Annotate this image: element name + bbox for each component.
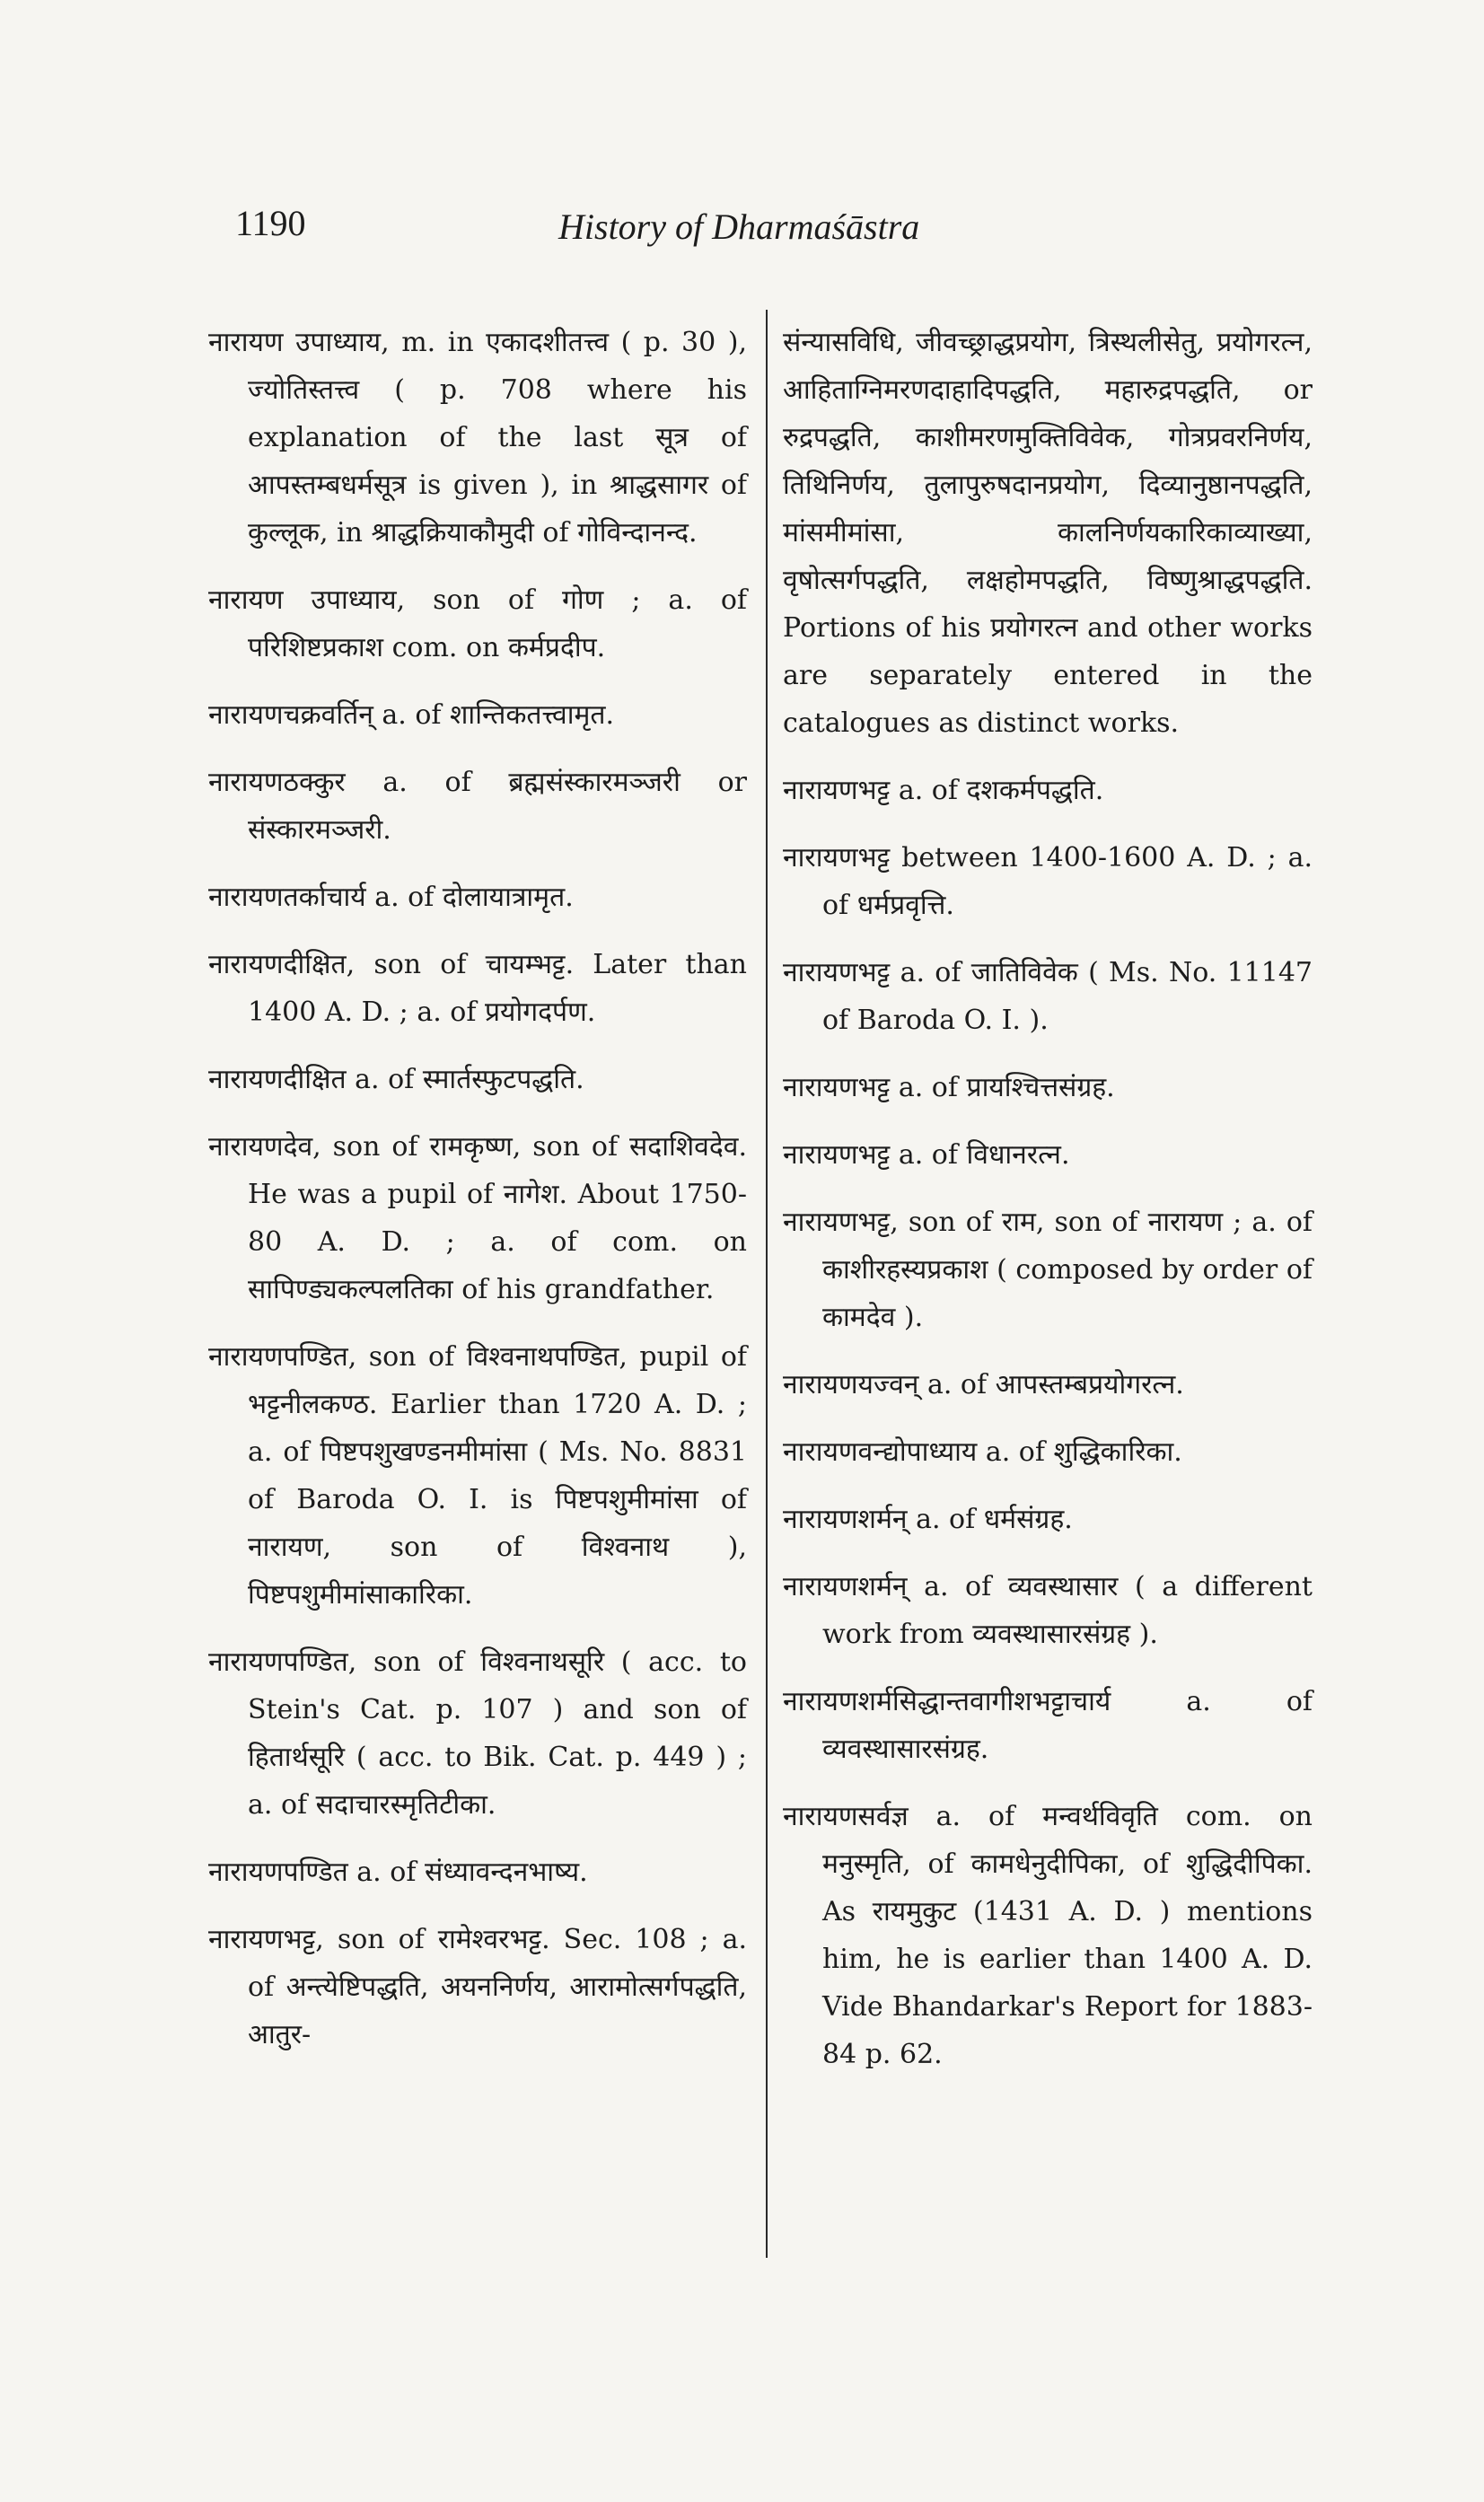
entry: नारायणशर्मन् a. of धर्मसंग्रह.	[783, 1504, 1073, 1535]
running-title: History of Dharmaśāstra	[558, 206, 920, 247]
entry-continuation: संन्यासविधि, जीवच्छ्राद्धप्रयोग, त्रिस्थलीसेतु, प्रयोगरत्न, आहिताग्निमरणदाहादिपद्धति, महारुद्रपद्धति, or रुद्रपद्धति, काशीमरणमुक्तिविवेक, गोत्रप्रवरनिर्णय, तिथिनिर्णय, तुलापुरुषदानप्रयोग, दिव्यानुष्ठानपद्धति, मांसमीमांसा, कालनिर्णयकारिकाव्याख्या, वृषोत्सर्गपद्धति, लक्षहोमपद्धति, विष्णुश्राद्धपद्धति. Portions of his प्रयोगरत्न and other works are separately entered in the catalogues as distinct works.	[783, 327, 1313, 739]
entry: नारायणपण्डित a. of संध्यावन्दनभाष्य.	[208, 1857, 588, 1888]
entry: नारायणभट्ट between 1400-1600 A. D. ; a. of धर्मप्रवृत्ति.	[783, 842, 1313, 921]
entry: नारायणतर्काचार्य a. of दोलायात्रामृत.	[208, 882, 574, 913]
entry: नारायणभट्ट a. of दशकर्मपद्धति.	[783, 775, 1104, 806]
entry: नारायणठक्कुर a. of ब्रह्मसंस्कारमञ्जरी or संस्कारमञ्जरी.	[208, 767, 747, 846]
page-number: 1190	[235, 203, 306, 243]
entry: नारायणचक्रवर्तिन् a. of शान्तिकतत्त्वामृत.	[208, 699, 615, 731]
entry: नारायणशर्मसिद्धान्तवागीशभट्टाचार्य a. of व्यवस्थासारसंग्रह.	[783, 1686, 1313, 1765]
column-divider	[766, 310, 768, 2258]
right-column	[783, 319, 1313, 2098]
entry: नारायणवन्द्योपाध्याय a. of शुद्धिकारिका.	[783, 1436, 1182, 1468]
entry: नारायणदीक्षित a. of स्मार्तस्फुटपद्धति.	[208, 1064, 584, 1095]
entry: नारायणभट्ट, son of रामेश्वरभट्ट. Sec. 108 ; a. of अन्त्येष्टिपद्धति, अयननिर्णय, आरामोत्सर्गपद्धति, आतुर-	[208, 1924, 747, 2050]
entry: नारायणभट्ट a. of विधानरत्न.	[783, 1139, 1070, 1171]
entry: नारायण उपाध्याय, m. in एकादशीतत्त्व ( p. 30 ), ज्योतिस्तत्त्व ( p. 708 where his explanation of the last सूत्र of आपस्तम्बधर्मसूत्र is given ), in श्राद्धसागर of कुल्लूक, in श्राद्धक्रियाकौमुदी of गोविन्दानन्द.	[208, 327, 747, 549]
entry: नारायणदेव, son of रामकृष्ण, son of सदाशिवदेव. He was a pupil of नागेश. About 1750-80 A. D. ; a. of com. on सापिण्ड्यकल्पलतिका of his grandfather.	[208, 1131, 747, 1305]
entry: नारायण उपाध्याय, son of गोण ; a. of परिशिष्टप्रकाश com. on कर्मप्रदीप.	[208, 584, 747, 663]
entry: नारायणभट्ट, son of राम, son of नारायण ; a. of काशीरहस्यप्रकाश ( composed by order of कामदेव ).	[783, 1207, 1313, 1333]
entry: नारायणभट्ट a. of जातिविवेक ( Ms. No. 11147 of Baroda O. I. ).	[783, 957, 1313, 1036]
entry: नारायणसर्वज्ञ a. of मन्वर्थविवृति com. on मनुस्मृति, of कामधेनुदीपिका, of शुद्धिदीपिका. As रायमुकुट (1431 A. D. ) mentions him, he is earlier than 1400 A. D. Vide Bhandarkar's Report for 1883-84 p. 62.	[783, 1801, 1313, 2070]
page-header	[235, 202, 1295, 256]
entry: नारायणशर्मन् a. of व्यवस्थासार ( a different work from व्यवस्थासारसंग्रह ).	[783, 1571, 1313, 1650]
entry: नारायणदीक्षित, son of चायम्भट्ट. Later than 1400 A. D. ; a. of प्रयोगदर्पण.	[208, 949, 747, 1028]
entry: नारायणपण्डित, son of विश्वनाथपण्डित, pupil of भट्टनीलकण्ठ. Earlier than 1720 A. D. ; a. of पिष्टपशुखण्डनमीमांसा ( Ms. No. 8831 of Baroda O. I. is पिष्टपशुमीमांसा of नारायण, son of विश्वनाथ ), पिष्टपशुमीमांसाकारिका.	[208, 1341, 747, 1611]
entry: नारायणयज्वन् a. of आपस्तम्बप्रयोगरत्न.	[783, 1369, 1184, 1400]
entry: नारायणभट्ट a. of प्रायश्चित्तसंग्रह.	[783, 1072, 1115, 1103]
entry: नारायणपण्डित, son of विश्वनाथसूरि ( acc. to Stein's Cat. p. 107 ) and son of हितार्थसूरि ( acc. to Bik. Cat. p. 449 ) ; a. of सदाचारस्मृतिटीका.	[208, 1646, 747, 1821]
left-column	[208, 319, 747, 2078]
